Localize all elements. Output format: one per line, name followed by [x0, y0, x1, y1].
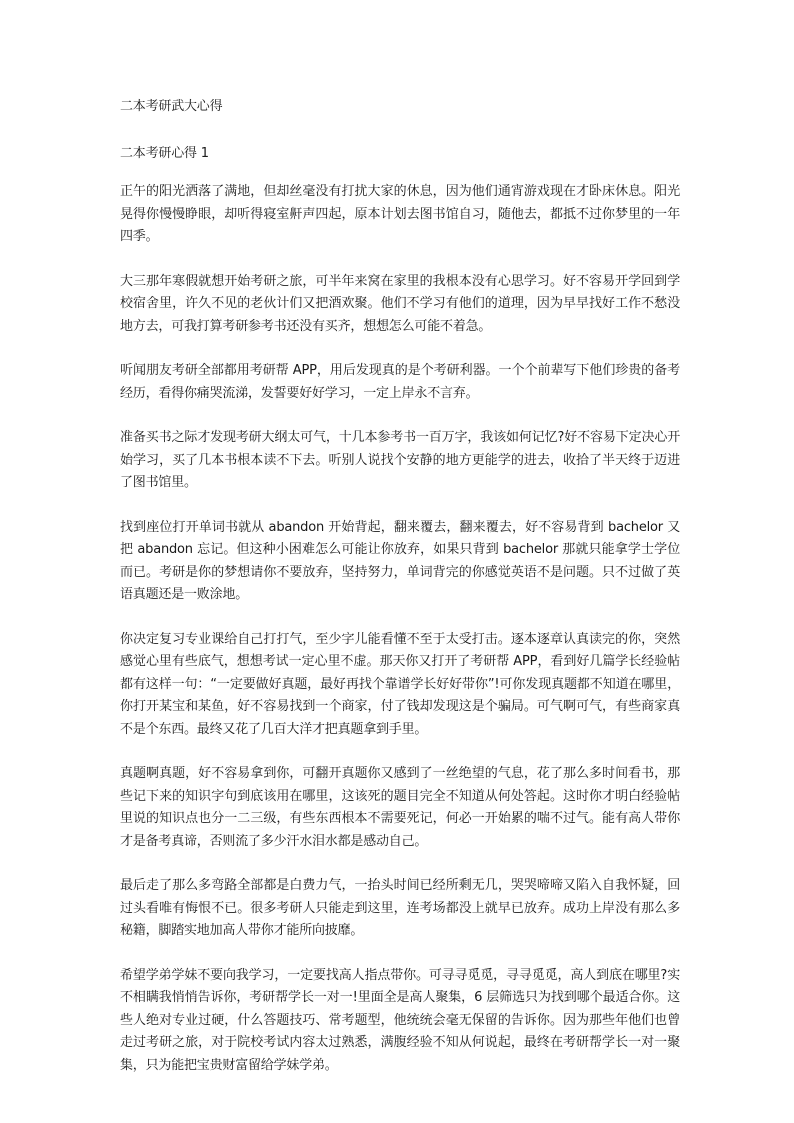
paragraph: 找到座位打开单词书就从 abandon 开始背起，翻来覆去，翻来覆去，好不容易背到 bachelor 又把 abandon 忘记。但这种小困难怎么可能让你放弃，如果只背到 bachelor 那就只能拿学士学位而已。考研是你的梦想请你不要放弃，坚持努力，单词背完的你感觉英语不是问题。只不过做了英语真题还是一败涂地。 [120, 519, 680, 602]
paragraph: 听闻朋友考研全部都用考研帮 APP，用后发现真的是个考研利器。一个个前辈写下他们珍贵的备考经历，看得你痛哭流涕，发誓要好好学习，一定上岸永不言弃。 [120, 363, 680, 401]
paragraph: 希望学弟学妹不要向我学习，一定要找高人指点带你。可寻寻觅觅，寻寻觅觅，高人到底在哪里?实不相瞒我悄悄告诉你，考研帮学长一对一!里面全是高人聚集，6 层筛选只为找到哪个最适合你。这些人绝对专业过硬，什么答题技巧、常考题型，他统统会毫无保留的告诉你。因为那些年他们也曾走过考研之旅，对于院校考试内容太过熟悉，满腹经验不知从何说起，最终在考研帮学长一对一聚集，只为能把宝贵财富留给学妹学弟。 [120, 967, 680, 1073]
paragraph: 最后走了那么多弯路全部都是白费力气，一抬头时间已经所剩无几，哭哭啼啼又陷入自我怀疑，回过头看唯有悔恨不已。很多考研人只能走到这里，连考场都没上就早已放弃。成功上岸没有那么多秘籍，脚踏实地加高人带你才能所向披靡。 [120, 878, 680, 938]
paragraph: 准备买书之际才发现考研大纲太可气，十几本参考书一百万字，我该如何记忆?好不容易下定决心开始学习，买了几本书根本读不下去。听别人说找个安静的地方更能学的进去，收拾了半天终于迈进了图书馆里。 [120, 430, 680, 490]
paragraph: 你决定复习专业课给自己打打气，至少字儿能看懂不至于太受打击。逐本逐章认真读完的你，突然感觉心里有些底气，想想考试一定心里不虚。那天你又打开了考研帮 APP，看到好几篇学长经验帖都有这样一句：“一定要做好真题，最好再找个靠谱学长好好带你”!可你发现真题都不知道在哪里，你打开某宝和某鱼，好不容易找到一个商家，付了钱却发现这是个骗局。可气啊可气，有些商家真不是个东西。最终又花了几百大洋才把真题拿到手里。 [120, 631, 680, 737]
paragraph: 正午的阳光洒落了满地，但却丝毫没有打扰大家的休息，因为他们通宵游戏现在才卧床休息。阳光晃得你慢慢睁眼，却听得寝室鼾声四起，原本计划去图书馆自习，随他去，都抵不过你梦里的一年四季。 [120, 184, 680, 244]
document-subtitle: 二本考研心得 1 [120, 145, 209, 161]
paragraph: 真题啊真题，好不容易拿到你，可翻开真题你又感到了一丝绝望的气息，花了那么多时间看书，那些记下来的知识字句到底该用在哪里，这该死的题目完全不知道从何处答起。这时你才明白经验帖里说的知识点也分一二三级，有些东西根本不需要死记，何必一开始累的喘不过气。能有高人带你才是备考真谛，否则流了多少汗水泪水都是感动自己。 [120, 766, 680, 849]
document-page [120, 96, 680, 1099]
document-title: 二本考研武大心得 [120, 99, 223, 114]
paragraph: 大三那年寒假就想开始考研之旅，可半年来窝在家里的我根本没有心思学习。好不容易开学回到学校宿舍里，许久不见的老伙计们又把酒欢聚。他们不学习有他们的道理，因为早早找好工作不愁没地方去，可我打算考研参考书还没有买齐，想想怎么可能不着急。 [120, 273, 680, 334]
